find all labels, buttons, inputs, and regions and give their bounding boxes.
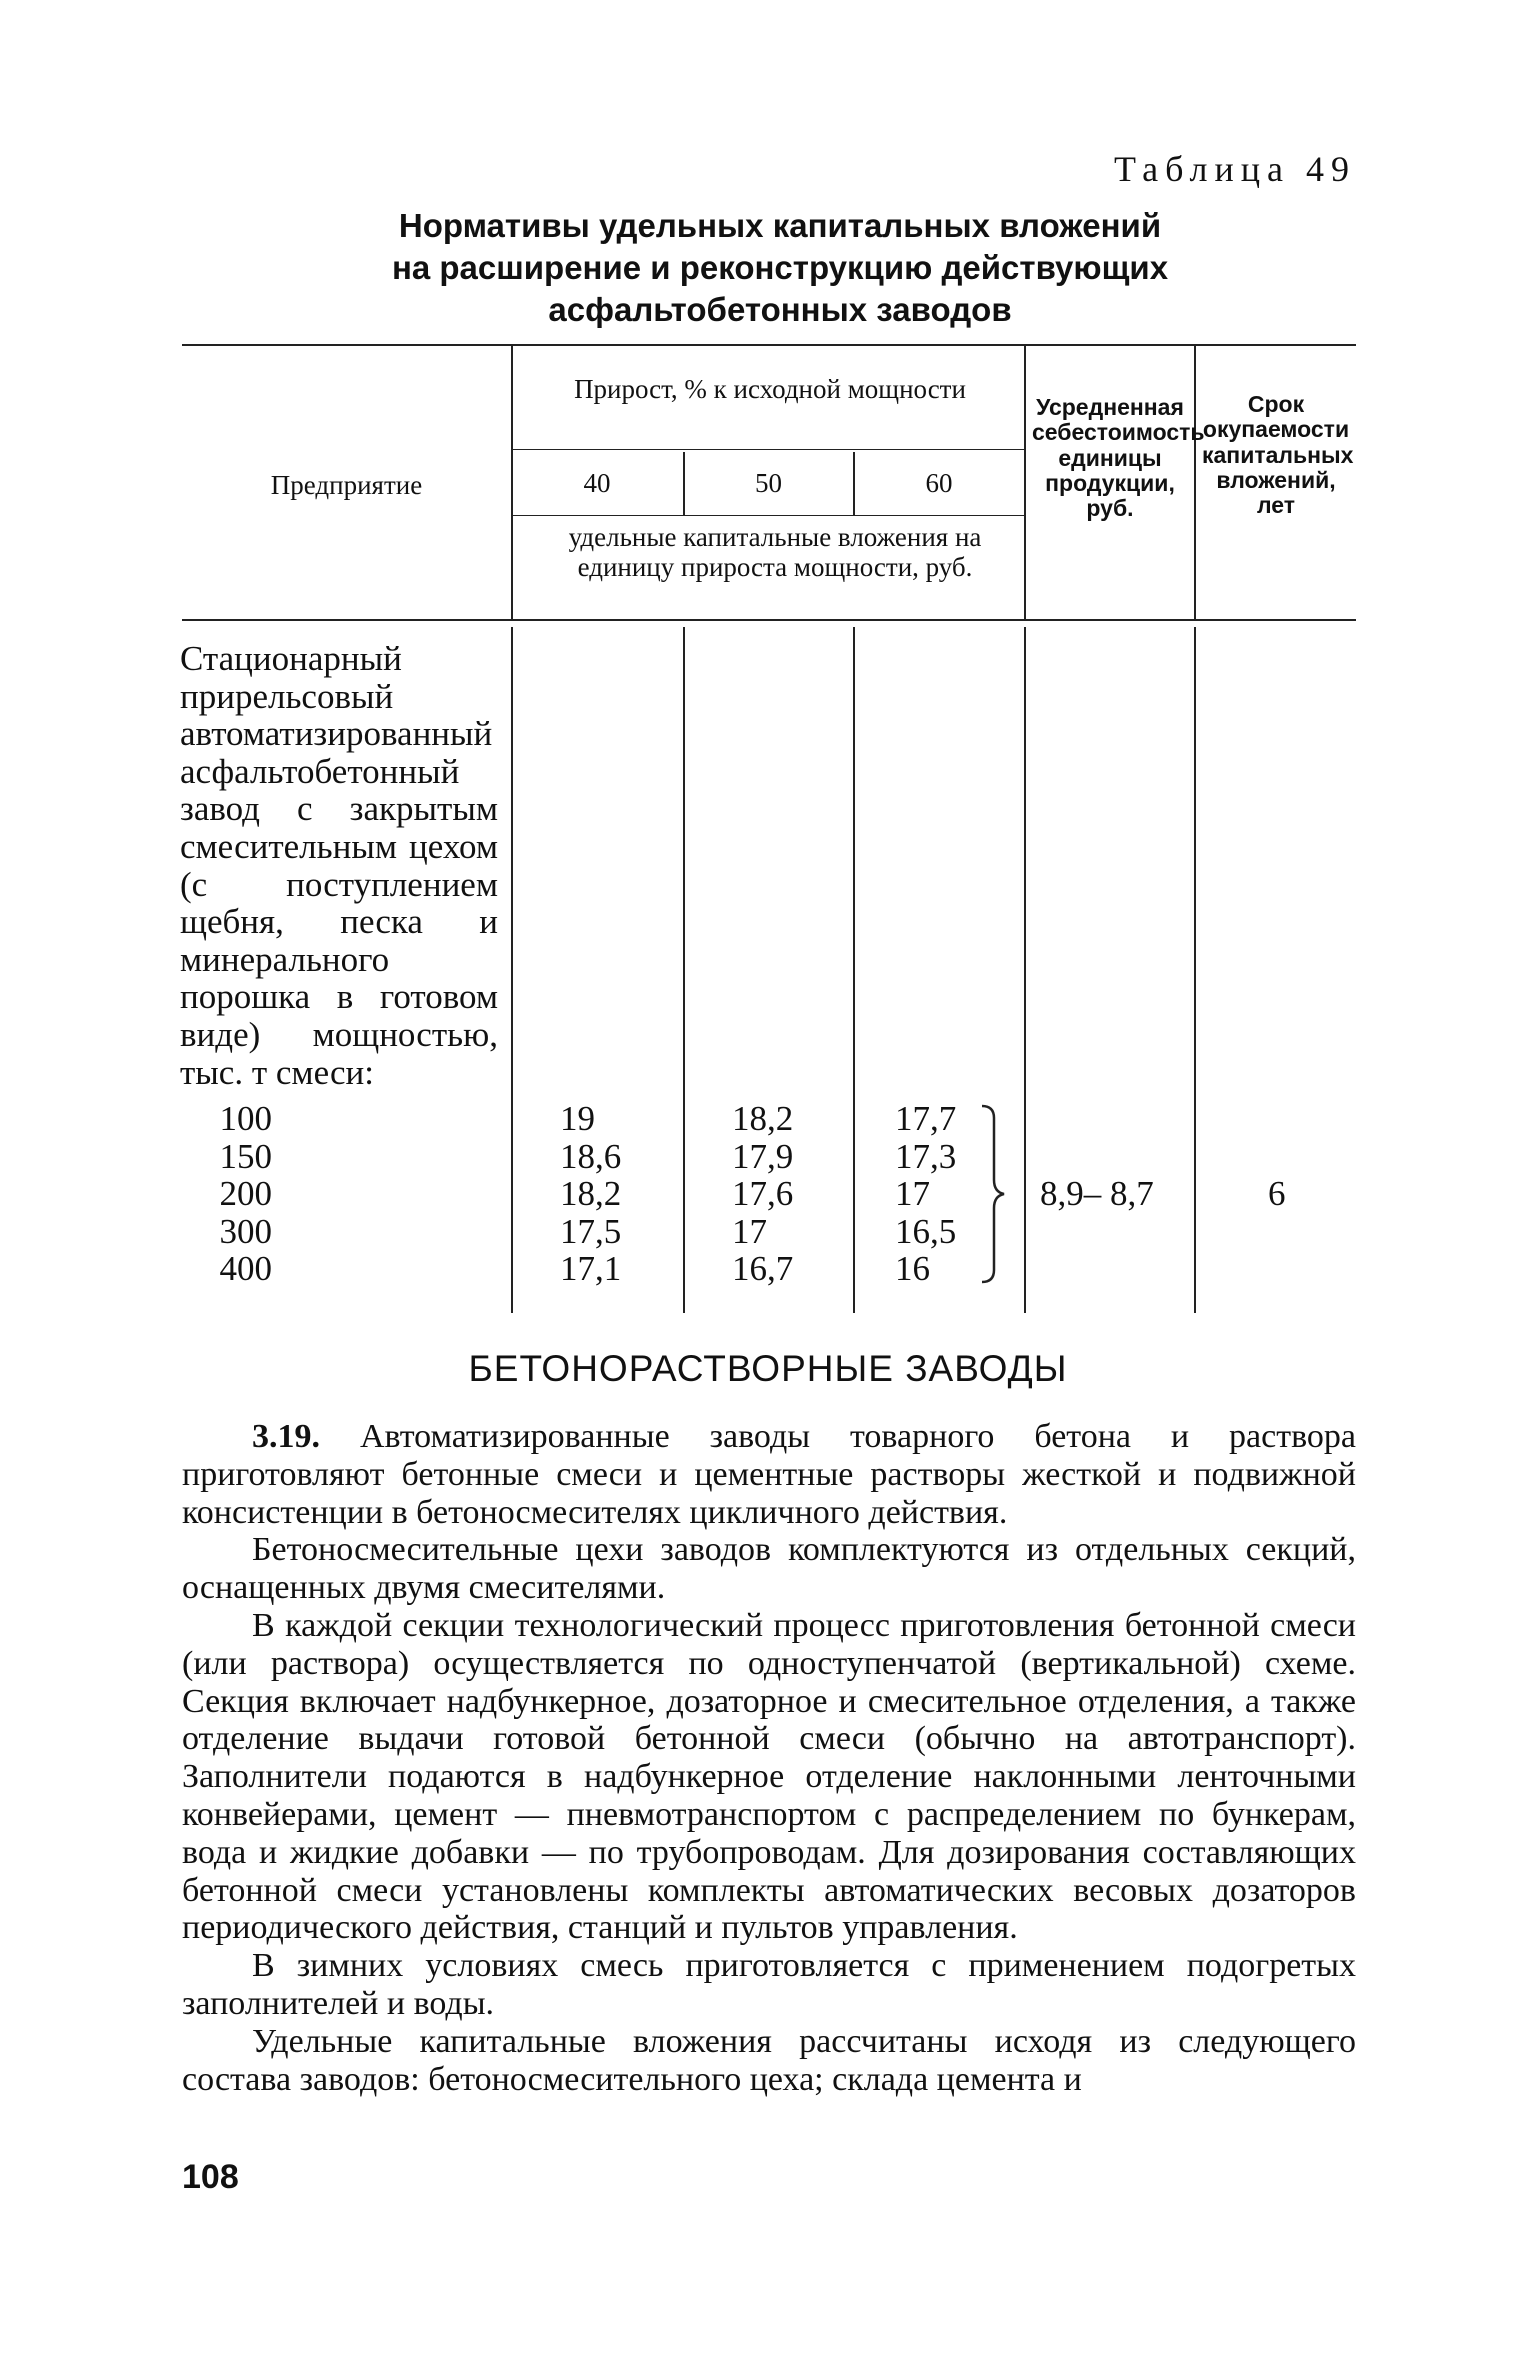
value-60-150: 17,3	[895, 1136, 957, 1176]
value-50-100: 18,2	[732, 1099, 794, 1138]
value-40-100: 19	[560, 1099, 595, 1138]
col-divider-header-2	[1024, 344, 1026, 619]
value-60-200: 17	[895, 1174, 930, 1214]
payback-value: 6	[1268, 1174, 1286, 1213]
body-text	[182, 1418, 1356, 2098]
col-divider-body-1	[511, 627, 513, 1313]
section-heading: БЕТОНОРАСТВОРНЫЕ ЗАВОДЫ	[468, 1348, 1068, 1389]
growth-subheader-rule	[512, 449, 1024, 450]
value-60-400: 16	[895, 1249, 930, 1289]
paragraph-5: Удельные капитальные вложения рассчитаны исходя из следующего состава заводов: бетоносмесительного цеха; склада цемента и	[182, 2022, 1356, 2098]
capacity-100: 100	[219, 1099, 272, 1138]
header-enterprise: Предприятие	[270, 470, 423, 500]
header-avg-cost: Усредненная себестоимость единицы продукции, руб.	[1032, 394, 1205, 522]
paragraph-number: 3.19.	[252, 1418, 320, 1455]
capacity-150: 150	[219, 1136, 272, 1176]
growth-values-rule	[512, 515, 1024, 516]
table-title-line-3: асфальтобетонных заводов	[548, 291, 1012, 328]
enterprise-description: Стационарный прирельсовый автоматизированный асфальтобетонный завод с закрытым смесительным цехом (с поступлением щебня, песка и минерального порошка в готовом виде) мощностью, тыс. т смеси:	[180, 639, 498, 1092]
table-top-rule	[182, 344, 1356, 346]
table-header-rule	[182, 619, 1356, 621]
value-40-150: 18,6	[560, 1136, 622, 1176]
capacity-300: 300	[219, 1211, 272, 1251]
header-growth-40: 40	[583, 468, 611, 498]
value-50-300: 17	[732, 1211, 767, 1251]
value-60-300: 16,5	[895, 1211, 957, 1251]
paragraph-2: Бетоносмесительные цехи заводов комплектуются из отдельных секций, оснащенных двумя смесителями.	[182, 1531, 1356, 1607]
value-40-400: 17,1	[560, 1249, 622, 1289]
value-50-200: 17,6	[732, 1174, 794, 1214]
value-40-300: 17,5	[560, 1211, 622, 1251]
header-specific-investment: удельные капитальные вложения на единицу прироста мощности, руб.	[568, 522, 982, 583]
table-title	[230, 205, 1330, 331]
value-50-400: 16,7	[732, 1249, 794, 1289]
col-divider-body-5	[1194, 627, 1196, 1313]
header-payback: Срок окупаемости капитальных вложений, лет	[1202, 391, 1354, 519]
paragraph-1-text: Автоматизированные заводы товарного бетона и раствора приготовляют бетонные смеси и цементные растворы жесткой и подвижной консистенции в бетоносмесителях цикличного действия.	[182, 1418, 1356, 1531]
value-60-100: 17,7	[895, 1099, 957, 1138]
table-number: Таблица 49	[1114, 149, 1356, 189]
col-divider-body-4	[1024, 627, 1026, 1313]
col-divider-body-3	[853, 627, 855, 1313]
header-growth: Прирост, % к исходной мощности	[574, 374, 966, 404]
avg-cost-value: 8,9– 8,7	[1040, 1174, 1154, 1213]
col-divider-body-2	[683, 627, 685, 1313]
right-brace-icon	[978, 1104, 1008, 1284]
page-number: 108	[182, 2158, 239, 2196]
capacity-400: 400	[219, 1249, 272, 1289]
paragraph-1	[182, 1418, 1356, 1531]
header-growth-60: 60	[925, 468, 953, 498]
value-40-200: 18,2	[560, 1174, 622, 1214]
col-divider-header-3	[1194, 344, 1196, 619]
paragraph-4: В зимних условиях смесь приготовляется с применением подогретых заполнителей и воды.	[182, 1947, 1356, 2022]
table-title-line-1: Нормативы удельных капитальных вложений	[398, 207, 1162, 244]
table-title-line-2: на расширение и реконструкцию действующих	[391, 249, 1169, 286]
value-50-150: 17,9	[732, 1136, 794, 1176]
capacity-200: 200	[219, 1174, 272, 1214]
paragraph-3: В каждой секции технологический процесс приготовления бетонной смеси (или раствора) осуществляется по одноступенчатой (вертикальной) схеме. Секция включает надбункерное, дозаторное и смесительное отделения, а также отделение выдачи готовой бетонной смеси (обычно на автотранспорт). Заполнители подаются в надбункерное отделение наклонными ленточными конвейерами, цемент — пневмотранспортом с распределением по бункерам, вода и жидкие добавки — по трубопроводам. Для дозирования составляющих бетонной смеси установлены комплекты автоматических весовых дозаторов периодического действия, станций и пультов управления.	[182, 1606, 1356, 1947]
header-growth-50: 50	[755, 468, 782, 498]
